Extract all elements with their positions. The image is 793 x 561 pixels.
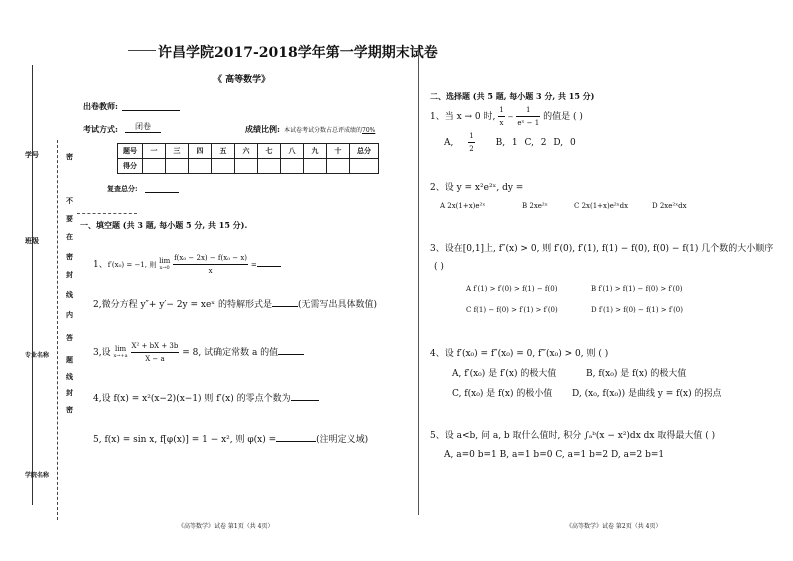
score-header-cell: 八 xyxy=(281,144,304,159)
score-header-cell: 七 xyxy=(258,144,281,159)
score-cell[interactable] xyxy=(212,159,235,174)
score-cell[interactable] xyxy=(281,159,304,174)
score-cell[interactable] xyxy=(189,159,212,174)
choice-question-3-paren: ( ) xyxy=(434,262,444,272)
choice-option[interactable]: A 2x(1+x)e²ˣ xyxy=(440,202,486,210)
section-divider xyxy=(77,213,137,214)
choice-question-2: 2、设 y = x²e²ˣ, dy = xyxy=(430,183,524,193)
score-cell[interactable] xyxy=(304,159,327,174)
seal-glyph: 密 xyxy=(66,405,73,414)
choice-option[interactable]: D, (x₀, f(x₀)) 是曲线 y = f(x) 的拐点 xyxy=(572,389,722,399)
choice-question-4: 4、设 f′(x₀) = f″(x₀) = 0, f‴(x₀) > 0, 则 ( ) xyxy=(430,349,609,359)
score-header-cell: 总分 xyxy=(350,144,379,159)
side-label-student-id: 学号 xyxy=(25,150,39,159)
score-cell[interactable] xyxy=(327,159,350,174)
seal-glyph: 不 xyxy=(66,196,73,205)
binding-line-outer xyxy=(32,65,33,505)
side-label-college: 学院名称 xyxy=(25,472,50,479)
seal-glyph: 线 xyxy=(66,290,73,299)
fill-question-2: 2,微分方程 y″+ y′− 2y = xeˣ 的特解形式是 (无需写出具体数值) xyxy=(93,296,377,310)
choice-option[interactable]: C 2x(1+x)e²ˣdx xyxy=(574,202,629,210)
grade-ratio-label: 成绩比例: xyxy=(245,124,280,134)
page-divider xyxy=(418,45,419,515)
fill-question-4: 4,设 f(x) = x²(x−2)(x−1) 则 f′(x) 的零点个数为 xyxy=(93,390,319,404)
side-label-major: 专业名称 xyxy=(25,352,50,359)
title-rule xyxy=(128,50,156,51)
teacher-label: 出卷教师: xyxy=(83,101,118,111)
choice-option[interactable]: D 2xe²ˣdx xyxy=(652,202,687,210)
fill-question-5: 5, f(x) = sin x, f[φ(x)] = 1 − x², 则 φ(x) = (注明定义域) xyxy=(93,431,368,445)
seal-glyph: 要 xyxy=(66,214,73,223)
exam-method-value: 闭卷 xyxy=(125,121,161,133)
page-title: 许昌学院2017-2018学年第一学期期末试卷 xyxy=(158,45,438,61)
seal-glyph: 内 xyxy=(66,310,73,319)
section1-header: 一、填空题 (共 3 题, 每小题 5 分, 共 15 分). xyxy=(80,220,248,230)
reviewer-field xyxy=(145,192,179,193)
seal-glyph: 线 xyxy=(66,372,73,381)
choice-question-3: 3、设在[0,1]上, f″(x) > 0, 则 f′(0), f′(1), f(1) − f(0), f(0) − f(1) 几个数的大小顺序 xyxy=(430,244,774,254)
score-row-label: 得分 xyxy=(118,159,143,174)
section2-header: 二、选择题 (共 5 题, 每小题 3 分, 共 15 分) xyxy=(430,91,595,101)
seal-glyph: 密 xyxy=(66,252,73,261)
seal-glyph: 答 xyxy=(66,333,73,342)
choice-option[interactable]: A, f′(x₀) 是 f′(x) 的极大值 xyxy=(452,369,557,379)
course-name: 《 高等数学》 xyxy=(213,75,271,85)
seal-glyph: 封 xyxy=(66,270,73,279)
score-cell[interactable] xyxy=(166,159,189,174)
choice-question-5-options[interactable]: A, a=0 b=1 B, a=1 b=0 C, a=1 b=2 D, a=2 b=1 xyxy=(444,450,665,460)
score-table xyxy=(117,143,379,174)
choice-question-1-options: A, $\frac{1}{2}$ B, 1 C, 2 D, 0 xyxy=(444,132,576,153)
score-cell[interactable] xyxy=(350,159,379,174)
score-header-cell: 四 xyxy=(189,144,212,159)
teacher-field xyxy=(122,110,180,111)
left-footer: 《高等数学》试卷 第1页（共 4页） xyxy=(178,523,274,530)
score-cell[interactable] xyxy=(143,159,166,174)
fill-question-1: 1、f′(x₀) = −1, 则 lim x→0 $\frac{\text{f(x₀ − 2x) − f(x₀ − x)}}{x}$ = xyxy=(93,252,281,277)
score-header-cell: 六 xyxy=(235,144,258,159)
fill-question-3: 3,设 lim x→+a $\frac{\text{X² + bX + 3b}}{X - a}$ = 8, 试确定常数 a 的值 xyxy=(93,340,304,365)
right-footer: 《高等数学》试卷 第2页（共 4页） xyxy=(566,523,662,530)
grade-ratio-text: 本试卷考试分数占总评成绩的70% xyxy=(284,127,376,134)
choice-option[interactable]: B, f(x₀) 是 f(x) 的极大值 xyxy=(586,369,687,379)
seal-glyph: 密 xyxy=(66,152,73,161)
score-header-cell: 九 xyxy=(304,144,327,159)
choice-option[interactable]: C f(1) − f(0) > f′(1) > f′(0) xyxy=(466,306,558,314)
score-cell[interactable] xyxy=(235,159,258,174)
score-header-cell: 三 xyxy=(166,144,189,159)
choice-question-5: 5、设 a<b, 问 a, b 取什么值时, 积分 ∫ₐᵇ(x − x²)dx dx 取得最大值 ( ) xyxy=(430,431,716,441)
reviewer-label: 复查总分: xyxy=(107,184,138,193)
seal-glyph: 在 xyxy=(66,232,73,241)
binding-line-dashed xyxy=(57,140,58,520)
choice-question-1: 1、当 x → 0 时, $\frac{1}{x}$ − $\frac{1}{\text{eˣ − 1}}$ 的值是 ( ) xyxy=(430,106,583,127)
choice-option[interactable]: A f′(1) > f′(0) > f(1) − f(0) xyxy=(466,285,558,293)
exam-method-label: 考试方式: xyxy=(83,124,118,134)
choice-option[interactable]: B 2xe²ˣ xyxy=(522,202,548,210)
seal-glyph: 题 xyxy=(66,355,73,364)
score-header-cell: 一 xyxy=(143,144,166,159)
score-header-cell: 题号 xyxy=(118,144,143,159)
side-label-class: 班级 xyxy=(25,236,39,245)
score-header-cell: 十 xyxy=(327,144,350,159)
choice-option[interactable]: B f′(1) > f(1) − f(0) > f′(0) xyxy=(591,285,683,293)
score-header-cell: 五 xyxy=(212,144,235,159)
choice-option[interactable]: D f′(1) > f(0) − f(1) > f′(0) xyxy=(591,306,683,314)
seal-glyph: 封 xyxy=(66,388,73,397)
score-cell[interactable] xyxy=(258,159,281,174)
choice-option[interactable]: C, f(x₀) 是 f(x) 的极小值 xyxy=(452,389,553,399)
